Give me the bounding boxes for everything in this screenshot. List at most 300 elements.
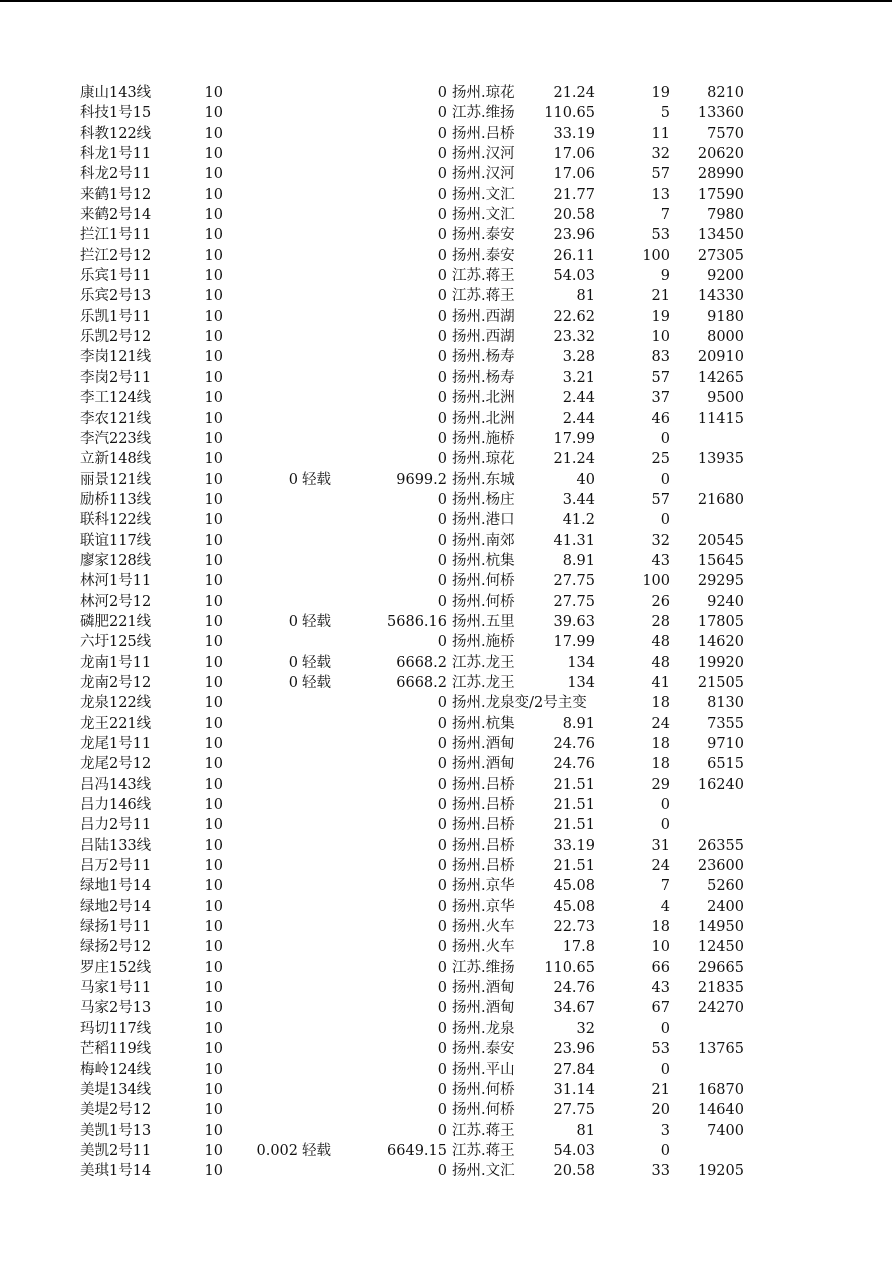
voltage-cell[interactable]: 10 [204,146,223,163]
length-cell[interactable]: 26.11 [553,247,595,264]
load-rate-cell[interactable]: 0 [288,471,298,488]
line-name-cell[interactable]: 李农121线 [80,410,151,427]
count-cell[interactable]: 33 [651,1163,670,1180]
length-cell[interactable]: 21.51 [553,817,595,834]
count-cell[interactable]: 53 [651,1041,670,1058]
capacity-kva-cell[interactable]: 5260 [707,878,744,895]
substation-cell[interactable]: 扬州.泰安 [452,247,515,264]
capacity-cell[interactable]: 0 [437,1102,447,1119]
capacity-cell[interactable]: 0 [437,552,447,569]
count-cell[interactable]: 48 [651,654,670,671]
length-cell[interactable]: 45.08 [553,898,595,915]
capacity-kva-cell[interactable]: 17805 [697,613,744,630]
length-cell[interactable]: 27.75 [553,1102,595,1119]
capacity-cell[interactable]: 0 [437,837,447,854]
count-cell[interactable]: 10 [651,939,670,956]
load-status-cell[interactable]: 轻载 [302,1142,331,1159]
line-name-cell[interactable]: 绿扬2号12 [80,939,151,956]
voltage-cell[interactable]: 10 [204,227,223,244]
count-cell[interactable]: 46 [651,410,670,427]
voltage-cell[interactable]: 10 [204,410,223,427]
length-cell[interactable]: 8.91 [562,552,595,569]
substation-cell[interactable]: 扬州.文汇 [452,207,515,224]
count-cell[interactable]: 0 [660,797,670,814]
length-cell[interactable]: 45.08 [553,878,595,895]
substation-cell[interactable]: 江苏.维扬 [452,105,515,122]
count-cell[interactable]: 28 [651,613,670,630]
voltage-cell[interactable]: 10 [204,288,223,305]
capacity-kva-cell[interactable]: 7355 [707,715,744,732]
capacity-kva-cell[interactable]: 16870 [697,1081,744,1098]
count-cell[interactable]: 11 [651,125,670,142]
capacity-kva-cell[interactable]: 24270 [697,1000,744,1017]
substation-cell[interactable]: 扬州.杭集 [452,715,515,732]
length-cell[interactable]: 134 [567,674,595,691]
length-cell[interactable]: 27.75 [553,593,595,610]
count-cell[interactable]: 67 [651,1000,670,1017]
capacity-kva-cell[interactable]: 9500 [707,390,744,407]
capacity-cell[interactable]: 0 [437,308,447,325]
load-rate-cell[interactable]: 0 [288,654,298,671]
capacity-cell[interactable]: 0 [437,817,447,834]
line-name-cell[interactable]: 吕万2号11 [80,858,151,875]
capacity-kva-cell[interactable]: 6515 [707,756,744,773]
capacity-kva-cell[interactable]: 29295 [697,573,744,590]
capacity-kva-cell[interactable]: 13360 [697,105,744,122]
capacity-kva-cell[interactable]: 13450 [697,227,744,244]
substation-cell[interactable]: 扬州.文汇 [452,186,515,203]
line-name-cell[interactable]: 龙尾2号12 [80,756,151,773]
length-cell[interactable]: 2.44 [562,410,595,427]
voltage-cell[interactable]: 10 [204,593,223,610]
length-cell[interactable]: 22.62 [553,308,595,325]
capacity-kva-cell[interactable]: 14620 [697,634,744,651]
length-cell[interactable]: 33.19 [553,837,595,854]
count-cell[interactable]: 20 [651,1102,670,1119]
substation-cell[interactable]: 扬州.琼花 [452,451,515,468]
length-cell[interactable]: 20.58 [553,207,595,224]
capacity-cell[interactable]: 0 [437,207,447,224]
line-name-cell[interactable]: 李岗121线 [80,349,151,366]
substation-cell[interactable]: 扬州.汉河 [452,146,515,163]
substation-cell[interactable]: 扬州.杭集 [452,552,515,569]
count-cell[interactable]: 32 [651,146,670,163]
substation-cell[interactable]: 扬州.杨寿 [452,369,515,386]
capacity-cell[interactable]: 0 [437,695,447,712]
length-cell[interactable]: 21.77 [553,186,595,203]
voltage-cell[interactable]: 10 [204,919,223,936]
line-name-cell[interactable]: 拦江1号11 [80,227,151,244]
voltage-cell[interactable]: 10 [204,1000,223,1017]
length-cell[interactable]: 2.44 [562,390,595,407]
count-cell[interactable]: 18 [651,919,670,936]
capacity-cell[interactable]: 0 [437,898,447,915]
capacity-cell[interactable]: 0 [437,146,447,163]
voltage-cell[interactable]: 10 [204,329,223,346]
length-cell[interactable]: 134 [567,654,595,671]
substation-cell[interactable]: 扬州.何桥 [452,1102,515,1119]
capacity-cell[interactable]: 0 [437,349,447,366]
substation-cell[interactable]: 扬州.施桥 [452,634,515,651]
length-cell[interactable]: 21.51 [553,858,595,875]
capacity-cell[interactable]: 6668.2 [396,674,447,691]
voltage-cell[interactable]: 10 [204,512,223,529]
length-cell[interactable]: 32 [576,1020,595,1037]
capacity-kva-cell[interactable]: 21505 [697,674,744,691]
line-name-cell[interactable]: 乐宾1号11 [80,268,151,285]
count-cell[interactable]: 0 [660,430,670,447]
count-cell[interactable]: 37 [651,390,670,407]
capacity-cell[interactable]: 0 [437,186,447,203]
capacity-cell[interactable]: 0 [437,390,447,407]
capacity-cell[interactable]: 0 [437,858,447,875]
line-name-cell[interactable]: 马家2号13 [80,1000,151,1017]
length-cell[interactable]: 27.84 [553,1061,595,1078]
capacity-kva-cell[interactable]: 8130 [707,695,744,712]
line-name-cell[interactable]: 绿地1号14 [80,878,151,895]
substation-cell[interactable]: 江苏.蒋王 [452,268,515,285]
length-cell[interactable]: 23.32 [553,329,595,346]
substation-cell[interactable]: 扬州.酒甸 [452,736,515,752]
capacity-cell[interactable]: 0 [437,491,447,508]
capacity-cell[interactable]: 0 [437,1122,447,1139]
substation-cell[interactable]: 扬州.泰安 [452,1041,515,1058]
capacity-kva-cell[interactable]: 21835 [697,980,744,997]
voltage-cell[interactable]: 10 [204,268,223,285]
substation-cell[interactable]: 扬州.施桥 [452,430,515,447]
count-cell[interactable]: 4 [660,898,670,915]
line-name-cell[interactable]: 科教122线 [80,125,151,142]
capacity-kva-cell[interactable]: 12450 [697,939,744,956]
substation-cell[interactable]: 扬州.西湖 [452,308,515,325]
line-name-cell[interactable]: 吕冯143线 [80,776,151,793]
voltage-cell[interactable]: 10 [204,695,223,712]
count-cell[interactable]: 19 [651,308,670,325]
count-cell[interactable]: 48 [651,634,670,651]
length-cell[interactable]: 22.73 [553,919,595,936]
count-cell[interactable]: 0 [660,1020,670,1037]
voltage-cell[interactable]: 10 [204,1081,223,1098]
line-name-cell[interactable]: 联谊117线 [80,532,151,549]
substation-cell[interactable]: 江苏.蒋王 [452,288,515,305]
substation-cell[interactable]: 江苏.蒋王 [452,1122,515,1139]
substation-cell[interactable]: 江苏.维扬 [452,959,515,976]
substation-cell[interactable]: 扬州.何桥 [452,1081,515,1098]
capacity-cell[interactable]: 0 [437,980,447,997]
length-cell[interactable]: 41.2 [562,512,595,529]
capacity-cell[interactable]: 0 [437,634,447,651]
voltage-cell[interactable]: 10 [204,369,223,386]
count-cell[interactable]: 43 [651,980,670,997]
substation-cell[interactable]: 扬州.吕桥 [452,125,515,142]
line-name-cell[interactable]: 李岗2号11 [80,369,151,386]
line-name-cell[interactable]: 来鹤2号14 [80,207,151,224]
voltage-cell[interactable]: 10 [204,1041,223,1058]
capacity-kva-cell[interactable]: 16240 [697,776,744,793]
voltage-cell[interactable]: 10 [204,390,223,407]
count-cell[interactable]: 41 [651,674,670,691]
capacity-cell[interactable]: 0 [437,1041,447,1058]
capacity-cell[interactable]: 0 [437,756,447,773]
load-status-cell[interactable]: 轻载 [302,654,331,671]
capacity-cell[interactable]: 0 [437,959,447,976]
voltage-cell[interactable]: 10 [204,491,223,508]
line-name-cell[interactable]: 立新148线 [80,451,151,468]
substation-cell[interactable]: 扬州.吕桥 [452,776,515,793]
substation-cell[interactable]: 江苏.蒋王 [452,1142,515,1159]
length-cell[interactable]: 34.67 [553,1000,595,1017]
capacity-cell[interactable]: 0 [437,1020,447,1037]
count-cell[interactable]: 18 [651,756,670,773]
line-name-cell[interactable]: 龙王221线 [80,715,151,732]
length-cell[interactable]: 23.96 [553,227,595,244]
capacity-kva-cell[interactable]: 20620 [697,146,744,163]
substation-cell[interactable]: 扬州.泰安 [452,227,515,244]
substation-cell[interactable]: 扬州.龙泉变/2号主变 [452,695,587,712]
count-cell[interactable]: 0 [660,512,670,529]
capacity-cell[interactable]: 0 [437,1081,447,1098]
capacity-cell[interactable]: 5686.16 [387,613,447,630]
load-status-cell[interactable]: 轻载 [302,471,331,488]
capacity-kva-cell[interactable]: 9180 [707,308,744,325]
substation-cell[interactable]: 扬州.酒甸 [452,980,515,997]
count-cell[interactable]: 53 [651,227,670,244]
length-cell[interactable]: 81 [576,1122,595,1139]
voltage-cell[interactable]: 10 [204,817,223,834]
capacity-cell[interactable]: 9699.2 [396,471,447,488]
line-name-cell[interactable]: 梅岭124线 [80,1061,151,1078]
line-name-cell[interactable]: 美琪1号14 [80,1163,151,1180]
voltage-cell[interactable]: 10 [204,125,223,142]
length-cell[interactable]: 27.75 [553,573,595,590]
count-cell[interactable]: 43 [651,552,670,569]
voltage-cell[interactable]: 10 [204,186,223,203]
length-cell[interactable]: 3.44 [562,491,595,508]
substation-cell[interactable]: 扬州.何桥 [452,593,515,610]
line-name-cell[interactable]: 美凯1号13 [80,1122,151,1139]
voltage-cell[interactable]: 10 [204,654,223,671]
count-cell[interactable]: 5 [660,105,670,122]
length-cell[interactable]: 24.76 [553,756,595,773]
line-name-cell[interactable]: 美凯2号11 [80,1142,151,1159]
voltage-cell[interactable]: 10 [204,105,223,122]
length-cell[interactable]: 23.96 [553,1041,595,1058]
line-name-cell[interactable]: 林河1号11 [80,573,151,590]
load-status-cell[interactable]: 轻载 [302,613,331,630]
substation-cell[interactable]: 扬州.北洲 [452,390,515,407]
capacity-kva-cell[interactable]: 15645 [697,552,744,569]
capacity-kva-cell[interactable]: 8000 [707,329,744,346]
voltage-cell[interactable]: 10 [204,756,223,773]
voltage-cell[interactable]: 10 [204,532,223,549]
voltage-cell[interactable]: 10 [204,1102,223,1119]
capacity-kva-cell[interactable]: 14640 [697,1102,744,1119]
count-cell[interactable]: 24 [651,858,670,875]
length-cell[interactable]: 24.76 [553,736,595,752]
capacity-kva-cell[interactable]: 14265 [697,369,744,386]
count-cell[interactable]: 26 [651,593,670,610]
capacity-kva-cell[interactable]: 23600 [697,858,744,875]
length-cell[interactable]: 17.06 [553,146,595,163]
line-name-cell[interactable]: 励桥113线 [80,491,151,508]
substation-cell[interactable]: 江苏.龙王 [452,654,515,671]
voltage-cell[interactable]: 10 [204,715,223,732]
count-cell[interactable]: 0 [660,471,670,488]
voltage-cell[interactable]: 10 [204,166,223,183]
voltage-cell[interactable]: 10 [204,837,223,854]
capacity-cell[interactable]: 0 [437,573,447,590]
capacity-kva-cell[interactable]: 17590 [697,186,744,203]
substation-cell[interactable]: 扬州.吕桥 [452,837,515,854]
voltage-cell[interactable]: 10 [204,552,223,569]
capacity-cell[interactable]: 0 [437,939,447,956]
substation-cell[interactable]: 扬州.火车 [452,919,515,936]
substation-cell[interactable]: 扬州.五里 [452,613,515,630]
capacity-cell[interactable]: 0 [437,268,447,285]
length-cell[interactable]: 17.99 [553,430,595,447]
line-name-cell[interactable]: 龙尾1号11 [80,736,151,752]
capacity-kva-cell[interactable]: 9240 [707,593,744,610]
length-cell[interactable]: 21.51 [553,797,595,814]
length-cell[interactable]: 21.24 [553,451,595,468]
load-status-cell[interactable]: 轻载 [302,674,331,691]
line-name-cell[interactable]: 李工124线 [80,390,151,407]
length-cell[interactable]: 33.19 [553,125,595,142]
load-rate-cell[interactable]: 0 [288,674,298,691]
capacity-kva-cell[interactable]: 27305 [697,247,744,264]
line-name-cell[interactable]: 吕陆133线 [80,837,151,854]
capacity-kva-cell[interactable]: 21680 [697,491,744,508]
line-name-cell[interactable]: 林河2号12 [80,593,151,610]
count-cell[interactable]: 18 [651,695,670,712]
count-cell[interactable]: 57 [651,369,670,386]
line-name-cell[interactable]: 联科122线 [80,512,151,529]
substation-cell[interactable]: 扬州.西湖 [452,329,515,346]
capacity-cell[interactable]: 0 [437,166,447,183]
line-name-cell[interactable]: 磷肥221线 [80,613,151,630]
line-name-cell[interactable]: 绿扬1号11 [80,919,151,936]
line-name-cell[interactable]: 龙南1号11 [80,654,151,671]
capacity-cell[interactable]: 0 [437,329,447,346]
voltage-cell[interactable]: 10 [204,471,223,488]
count-cell[interactable]: 7 [660,207,670,224]
capacity-cell[interactable]: 6668.2 [396,654,447,671]
capacity-kva-cell[interactable]: 7570 [707,125,744,142]
capacity-kva-cell[interactable]: 14950 [697,919,744,936]
capacity-cell[interactable]: 0 [437,878,447,895]
voltage-cell[interactable]: 10 [204,1163,223,1180]
voltage-cell[interactable]: 10 [204,430,223,447]
voltage-cell[interactable]: 10 [204,1122,223,1139]
line-name-cell[interactable]: 科龙1号11 [80,146,151,163]
count-cell[interactable]: 100 [642,247,670,264]
substation-cell[interactable]: 扬州.文汇 [452,1163,515,1180]
count-cell[interactable]: 9 [660,268,670,285]
substation-cell[interactable]: 扬州.吕桥 [452,858,515,875]
count-cell[interactable]: 21 [651,288,670,305]
substation-cell[interactable]: 扬州.火车 [452,939,515,956]
capacity-cell[interactable]: 0 [437,919,447,936]
capacity-cell[interactable]: 0 [437,410,447,427]
length-cell[interactable]: 8.91 [562,715,595,732]
line-name-cell[interactable]: 美堤134线 [80,1081,151,1098]
substation-cell[interactable]: 扬州.杨庄 [452,491,515,508]
voltage-cell[interactable]: 10 [204,797,223,814]
count-cell[interactable]: 24 [651,715,670,732]
voltage-cell[interactable]: 10 [204,1020,223,1037]
voltage-cell[interactable]: 10 [204,1142,223,1159]
substation-cell[interactable]: 扬州.东城 [452,471,515,488]
count-cell[interactable]: 66 [651,959,670,976]
substation-cell[interactable]: 扬州.平山 [452,1061,515,1078]
capacity-cell[interactable]: 6649.15 [387,1142,447,1159]
voltage-cell[interactable]: 10 [204,858,223,875]
voltage-cell[interactable]: 10 [204,451,223,468]
voltage-cell[interactable]: 10 [204,1061,223,1078]
line-name-cell[interactable]: 美堤2号12 [80,1102,151,1119]
capacity-cell[interactable]: 0 [437,512,447,529]
capacity-cell[interactable]: 0 [437,85,447,101]
load-rate-cell[interactable]: 0 [288,613,298,630]
length-cell[interactable]: 40 [576,471,595,488]
substation-cell[interactable]: 扬州.京华 [452,878,515,895]
line-name-cell[interactable]: 李汽223线 [80,430,151,447]
count-cell[interactable]: 7 [660,878,670,895]
substation-cell[interactable]: 扬州.吕桥 [452,797,515,814]
length-cell[interactable]: 41.31 [553,532,595,549]
capacity-cell[interactable]: 0 [437,451,447,468]
capacity-cell[interactable]: 0 [437,369,447,386]
count-cell[interactable]: 32 [651,532,670,549]
capacity-cell[interactable]: 0 [437,288,447,305]
capacity-cell[interactable]: 0 [437,247,447,264]
length-cell[interactable]: 110.65 [544,959,595,976]
length-cell[interactable]: 54.03 [553,268,595,285]
substation-cell[interactable]: 江苏.龙王 [452,674,515,691]
line-name-cell[interactable]: 吕力2号11 [80,817,151,834]
capacity-cell[interactable]: 0 [437,797,447,814]
capacity-cell[interactable]: 0 [437,715,447,732]
line-name-cell[interactable]: 拦江2号12 [80,247,151,264]
capacity-kva-cell[interactable]: 7400 [707,1122,744,1139]
line-name-cell[interactable]: 廖家128线 [80,552,151,569]
count-cell[interactable]: 18 [651,736,670,752]
capacity-cell[interactable]: 0 [437,430,447,447]
substation-cell[interactable]: 扬州.何桥 [452,573,515,590]
capacity-kva-cell[interactable]: 7980 [707,207,744,224]
line-name-cell[interactable]: 吕力146线 [80,797,151,814]
count-cell[interactable]: 13 [651,186,670,203]
length-cell[interactable]: 21.24 [553,85,595,101]
capacity-cell[interactable]: 0 [437,593,447,610]
voltage-cell[interactable]: 10 [204,980,223,997]
count-cell[interactable]: 21 [651,1081,670,1098]
line-name-cell[interactable]: 芒稻119线 [80,1041,151,1058]
length-cell[interactable]: 17.8 [562,939,595,956]
substation-cell[interactable]: 扬州.北洲 [452,410,515,427]
capacity-cell[interactable]: 0 [437,736,447,752]
voltage-cell[interactable]: 10 [204,878,223,895]
count-cell[interactable]: 0 [660,817,670,834]
voltage-cell[interactable]: 10 [204,207,223,224]
line-name-cell[interactable]: 绿地2号14 [80,898,151,915]
voltage-cell[interactable]: 10 [204,776,223,793]
voltage-cell[interactable]: 10 [204,898,223,915]
count-cell[interactable]: 25 [651,451,670,468]
capacity-kva-cell[interactable]: 14330 [697,288,744,305]
line-name-cell[interactable]: 乐凯1号11 [80,308,151,325]
capacity-kva-cell[interactable]: 9710 [707,736,744,752]
